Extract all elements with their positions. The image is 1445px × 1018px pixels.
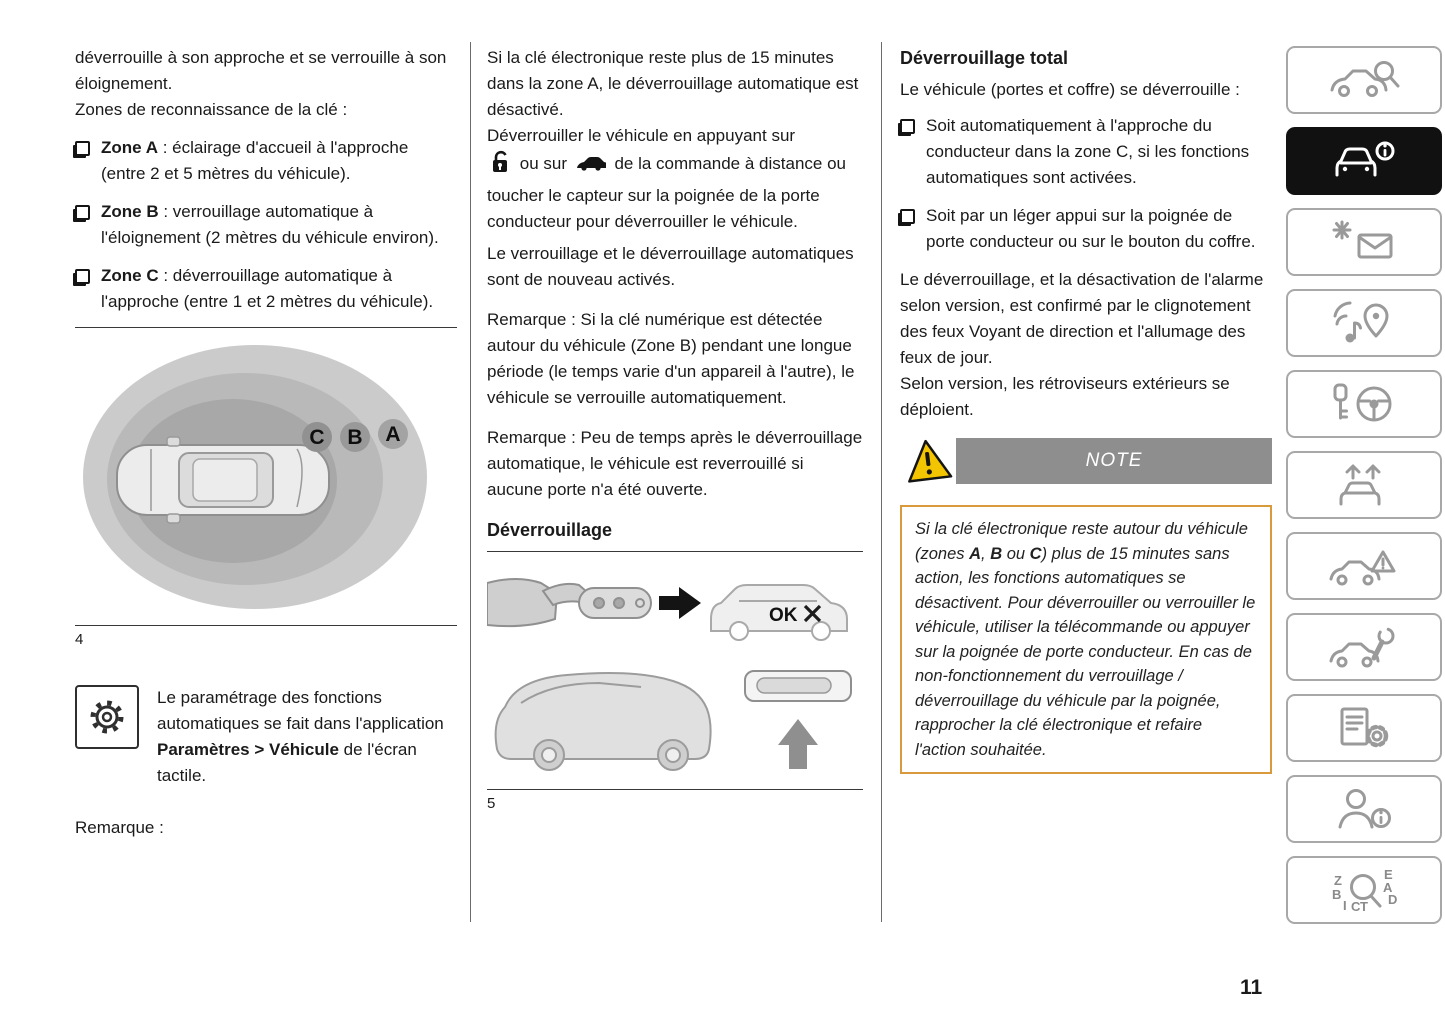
signal-map-pin-icon xyxy=(1327,300,1401,346)
zone-text: : verrouillage automatique à l'éloignement (2 mètres du véhicule environ). xyxy=(101,202,439,247)
column-divider xyxy=(470,42,471,922)
key-steering-wheel-icon xyxy=(1327,381,1401,427)
zone-text: : éclairage d'accueil à l'approche (entre 2 et 5 mètres du véhicule). xyxy=(101,138,409,183)
square-bullet-icon xyxy=(900,119,915,134)
paragraph: Le déverrouillage, et la désactivation de l'alarme selon version, est confirmé par le clignotement des feux Voyant de direction et l'allumage des feux de jour. xyxy=(900,270,1264,367)
figure-number: 4 xyxy=(75,631,84,648)
paragraph: Le verrouillage et le déverrouillage automatiques sont de nouveau activés. xyxy=(487,244,854,289)
paragraph-with-icons xyxy=(487,123,863,235)
arrow-right-icon xyxy=(659,587,701,619)
figure-bottom-rule xyxy=(487,789,863,790)
zone-label: Zone A xyxy=(101,138,158,157)
person-info-icon xyxy=(1327,786,1401,832)
unlock-text-end: de la commande à distance ou toucher le capteur sur la poignée de la porte conducteur pour déverrouiller le véhicule. xyxy=(487,154,846,231)
list-item xyxy=(75,135,457,187)
tab-comfort[interactable] xyxy=(1286,451,1442,519)
door-handle-image xyxy=(487,657,863,779)
door-handle-detail xyxy=(745,671,851,701)
figure-bottom-rule xyxy=(75,625,457,626)
arrow-up-icon xyxy=(778,719,818,769)
suv-rear-view xyxy=(496,673,711,770)
unlock-list xyxy=(900,113,1272,255)
car-wrench-icon xyxy=(1327,624,1401,670)
list-item xyxy=(75,263,457,315)
svg-text:Z: Z xyxy=(1334,873,1342,888)
figure-top-rule xyxy=(487,551,863,552)
car-remote-icon xyxy=(576,153,606,179)
zone-label: Zone C xyxy=(101,266,159,285)
zone-a-label: A xyxy=(385,423,401,446)
note-label: NOTE xyxy=(956,438,1272,484)
tab-safety[interactable] xyxy=(1286,532,1442,600)
settings-icon-box xyxy=(75,685,139,749)
tab-overview[interactable] xyxy=(1286,46,1442,114)
tab-alphabetical-index[interactable] xyxy=(1286,856,1442,924)
list-item xyxy=(75,199,457,251)
paragraph: Si la clé électronique reste plus de 15 minutes dans la zone A, le déverrouillage automatique est désactivé. xyxy=(487,48,859,119)
zone-c-label: C xyxy=(309,426,325,449)
light-envelope-icon xyxy=(1327,219,1401,265)
note-zone-b: B xyxy=(990,544,1003,563)
square-bullet-icon xyxy=(900,209,915,224)
tab-infotainment[interactable] xyxy=(1286,289,1442,357)
paragraph: Le véhicule (portes et coffre) se déverrouille : xyxy=(900,80,1240,99)
note-zone-a: A xyxy=(969,544,982,563)
figure-top-rule xyxy=(75,327,457,328)
note-zone-c: C xyxy=(1029,544,1042,563)
tab-driving[interactable] xyxy=(1286,370,1442,438)
tab-access-active[interactable] xyxy=(1286,127,1442,195)
settings-text-before: Le paramétrage des fonctions automatiques se fait dans l'application xyxy=(157,688,444,733)
figure-remote-unlock xyxy=(487,561,863,787)
bullet-text: Soit par un léger appui sur la poignée de porte conducteur ou sur le bouton du coffre. xyxy=(926,206,1256,251)
tab-technical-data[interactable] xyxy=(1286,694,1442,762)
page-number: 11 xyxy=(1240,976,1263,999)
tab-maintenance[interactable] xyxy=(1286,613,1442,681)
note-banner xyxy=(900,437,1272,485)
square-bullet-icon xyxy=(75,205,90,220)
note-text: ) plus de 15 minutes sans action, les fonctions automatiques se désactivent. Pour déverrouiller ou verrouiller le véhicule, utiliser la télécommande ou appuyer sur la poignée de porte conducteur. En cas de non-fonctionnement du verrouillage / déverrouillage du véhicule par la poignée, rapprocher la clé électronique et refaire l'action souhaitée. xyxy=(915,544,1256,759)
column-divider xyxy=(881,42,882,922)
note-box xyxy=(900,505,1272,774)
section-tab-bar xyxy=(1286,46,1442,924)
settings-text xyxy=(157,685,457,789)
zone-label: Zone B xyxy=(101,202,159,221)
remark-label: Remarque : xyxy=(75,818,164,837)
note-text: Si la clé électronique reste autour du véhicule (zones xyxy=(915,520,1248,563)
settings-text-after: de l'écran tactile. xyxy=(157,740,417,785)
column-middle xyxy=(487,45,863,813)
tab-instruments[interactable] xyxy=(1286,208,1442,276)
section-heading: Déverrouillage xyxy=(487,520,613,540)
svg-text:I: I xyxy=(1343,898,1347,913)
note-text: ou xyxy=(1002,544,1030,563)
paragraph: Zones de reconnaissance de la clé : xyxy=(75,100,348,119)
paragraph: déverrouille à son approche et se verrouille à son éloignement. xyxy=(75,48,447,93)
unlock-padlock-icon xyxy=(491,149,511,183)
ok-label: OK xyxy=(769,605,798,626)
car-warning-triangle-icon xyxy=(1327,543,1401,589)
document-gear-icon xyxy=(1327,705,1401,751)
remark-paragraph: Remarque : Peu de temps après le déverrouillage automatique, le véhicule est reverrouillé si aucune porte n'a été ouverte. xyxy=(487,428,863,499)
list-item xyxy=(900,203,1272,255)
paragraph: Selon version, les rétroviseurs extérieurs se déploient. xyxy=(900,374,1230,419)
gear-icon xyxy=(86,696,128,738)
column-left xyxy=(75,45,457,841)
figure-number: 5 xyxy=(487,795,496,812)
settings-path: Paramètres > Véhicule xyxy=(157,740,339,759)
car-top-view xyxy=(117,437,329,523)
unlock-text-mid: ou sur xyxy=(519,154,567,173)
bullet-text: Soit automatiquement à l'approche du conducteur dans la zone C, si les fonctions automatiques sont activées. xyxy=(926,116,1250,187)
note-warning-icon xyxy=(900,437,956,485)
column-right xyxy=(900,45,1272,774)
svg-text:B: B xyxy=(1332,887,1342,902)
car-magnifier-icon xyxy=(1327,57,1401,103)
car-info-icon xyxy=(1327,138,1401,184)
svg-text:E: E xyxy=(1384,867,1393,882)
svg-text:A: A xyxy=(1383,880,1393,895)
square-bullet-icon xyxy=(75,141,90,156)
hand-with-key-fob xyxy=(487,579,651,626)
unlock-text-start: Déverrouiller le véhicule en appuyant sur xyxy=(487,126,796,145)
zone-b-label: B xyxy=(347,426,363,449)
svg-text:T: T xyxy=(1360,899,1368,913)
svg-text:C: C xyxy=(1351,899,1361,913)
key-zones-diagram xyxy=(75,337,457,615)
zone-text: : déverrouillage automatique à l'approche (entre 1 et 2 mètres du véhicule). xyxy=(101,266,434,311)
tab-practical-info[interactable] xyxy=(1286,775,1442,843)
alphabetical-index-icon xyxy=(1327,867,1401,913)
remote-unlock-image xyxy=(487,561,863,649)
note-text: , xyxy=(981,544,991,563)
section-heading: Déverrouillage total xyxy=(900,48,1069,68)
square-bullet-icon xyxy=(75,269,90,284)
settings-note xyxy=(75,685,457,789)
zones-list xyxy=(75,135,457,315)
remark-paragraph: Remarque : Si la clé numérique est détectée autour du véhicule (Zone B) pendant une longue période (le temps varie d'un appareil à l'autre), le véhicule se verrouille automatiquement. xyxy=(487,310,855,407)
list-item xyxy=(900,113,1272,191)
car-arrows-up-icon xyxy=(1327,462,1401,508)
figure-key-zones xyxy=(75,337,457,623)
svg-text:D: D xyxy=(1388,892,1398,907)
